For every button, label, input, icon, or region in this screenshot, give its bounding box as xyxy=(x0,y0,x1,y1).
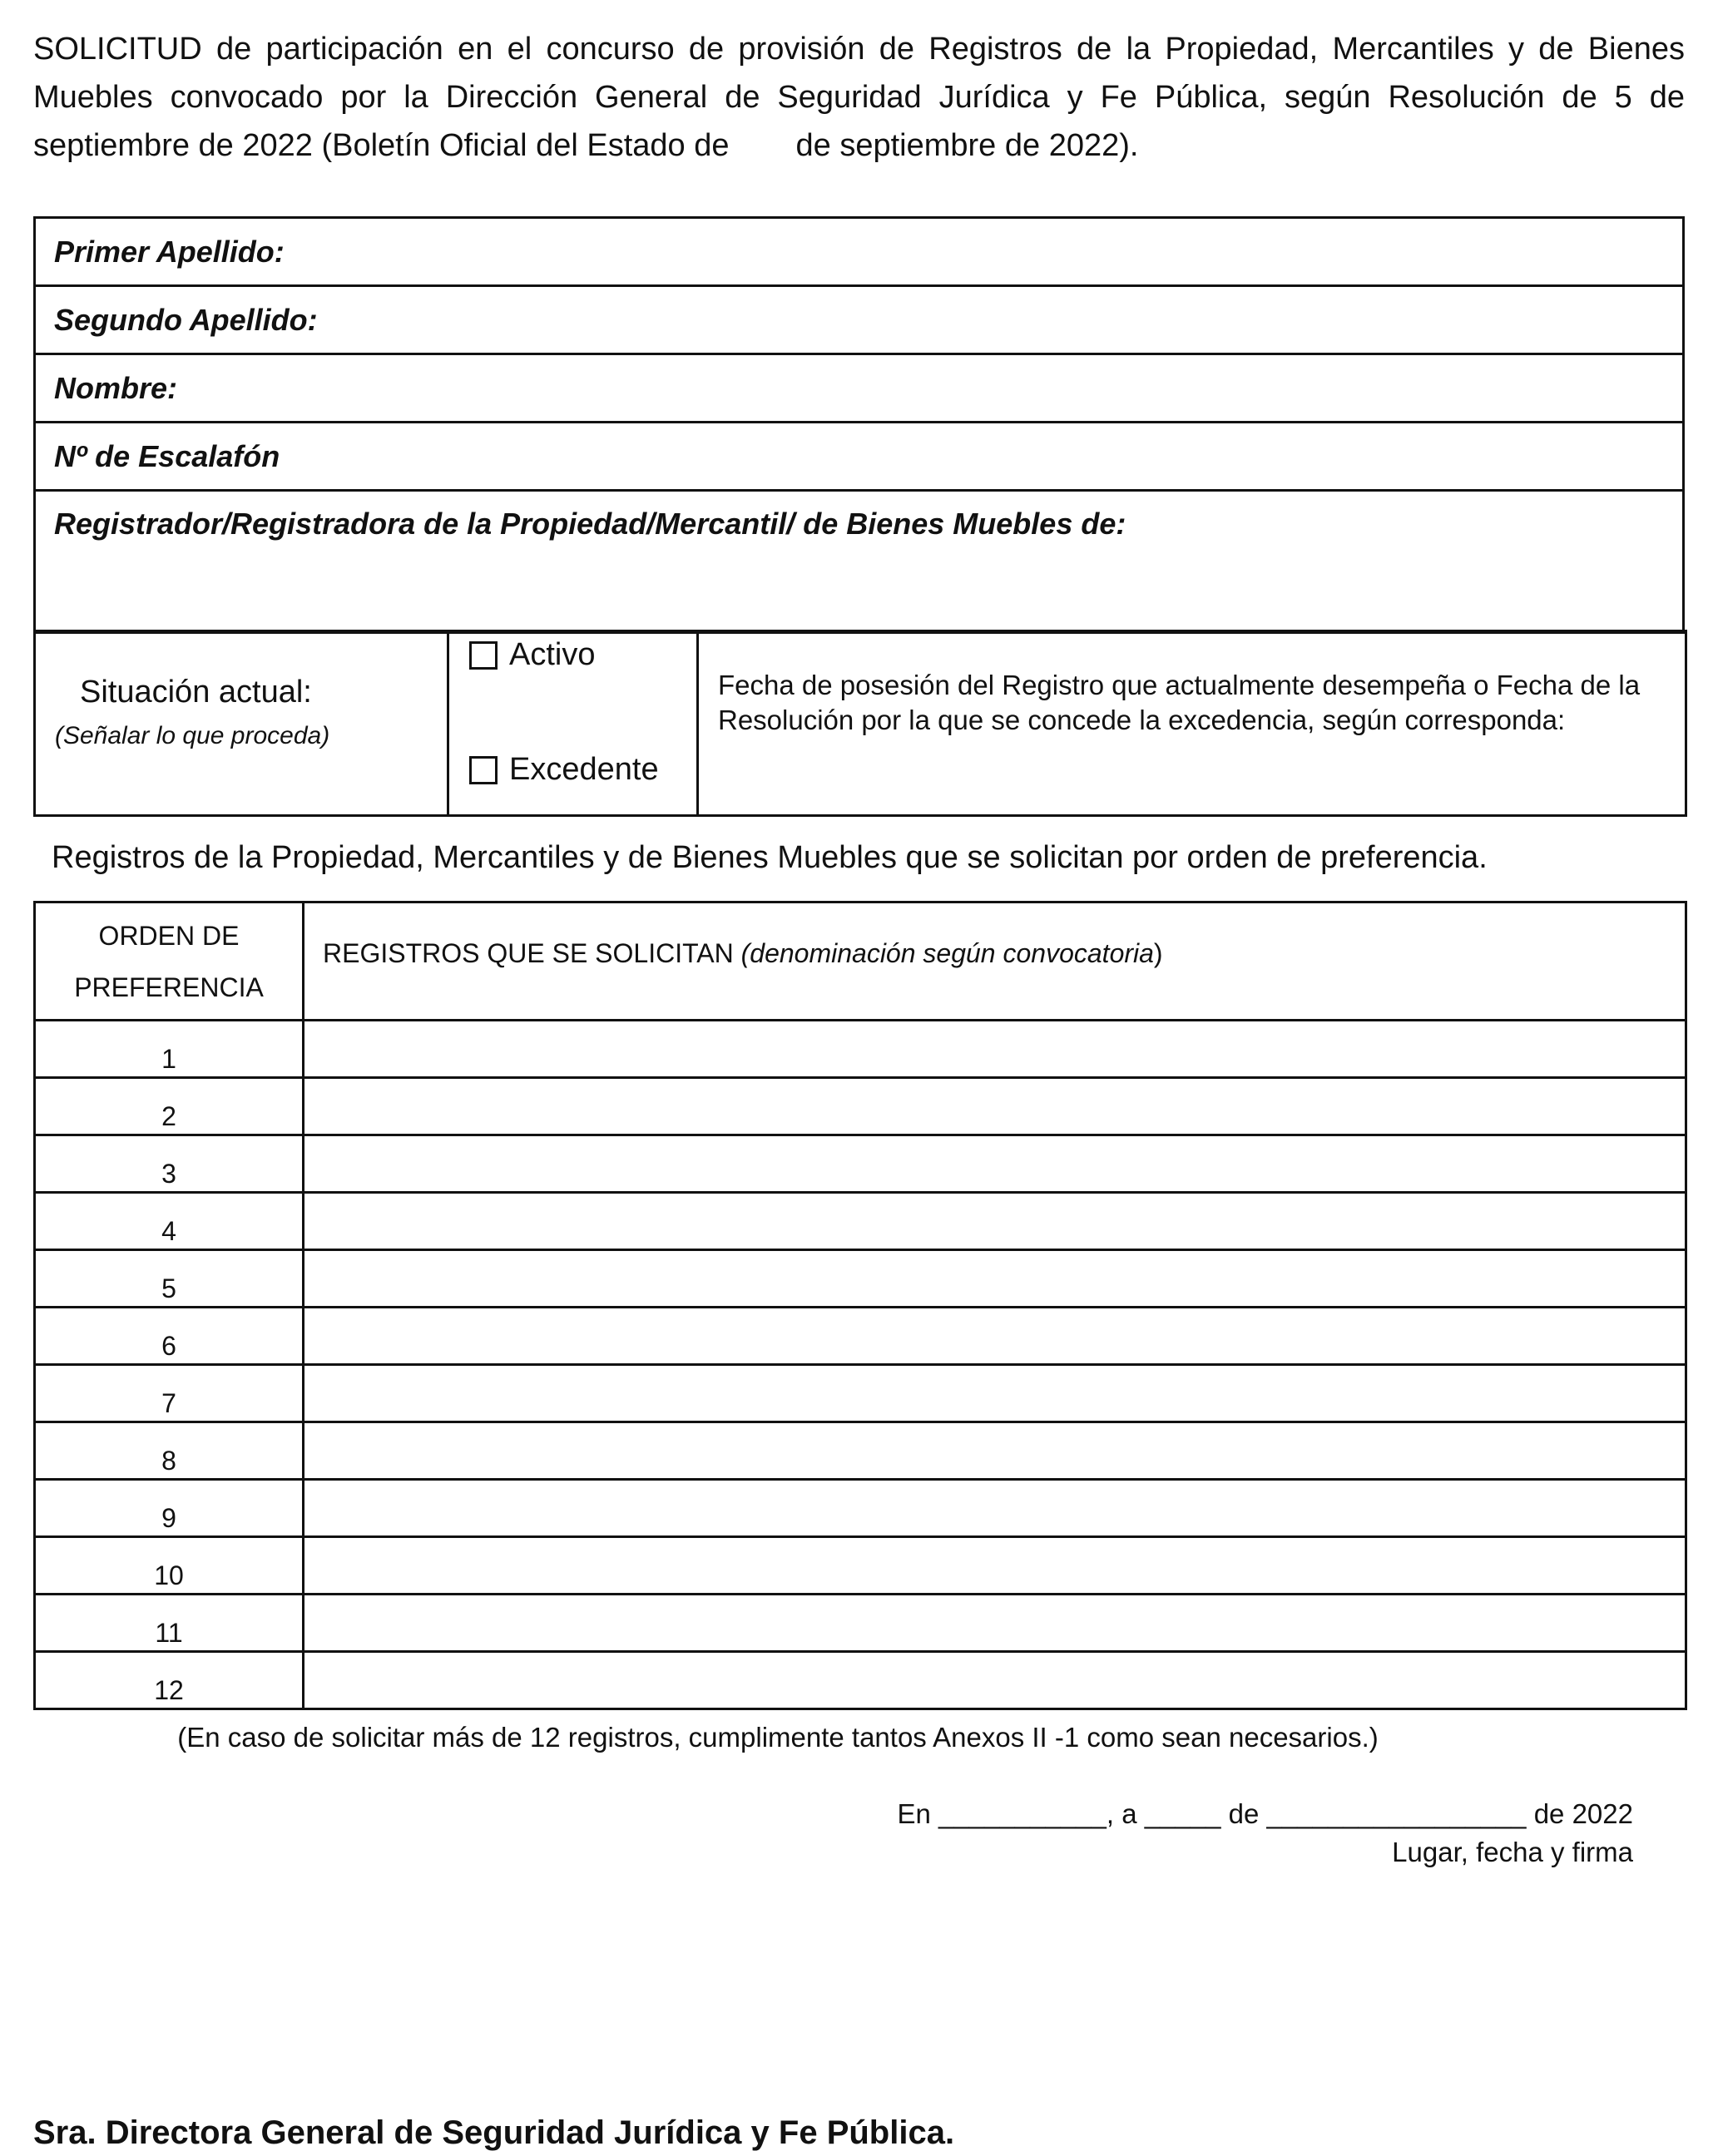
row-primer-apellido xyxy=(35,218,1684,286)
table-row xyxy=(35,1480,1686,1537)
checkbox-activo[interactable] xyxy=(469,641,498,670)
table-row xyxy=(35,1652,1686,1709)
registros-table xyxy=(33,901,1687,1710)
row-escalafon xyxy=(35,423,1684,491)
row-registro-cell[interactable] xyxy=(304,1537,1686,1595)
situation-label-cell xyxy=(35,631,448,816)
row-registro-cell[interactable] xyxy=(304,1078,1686,1135)
table-row xyxy=(35,1078,1686,1135)
row-number: 10 xyxy=(35,1537,304,1595)
row-number: 7 xyxy=(35,1365,304,1422)
row-registro-cell[interactable] xyxy=(304,1365,1686,1422)
header-registros-text: REGISTROS QUE SE SOLICITAN xyxy=(323,937,741,968)
row-number: 2 xyxy=(35,1078,304,1135)
row-registro-cell[interactable] xyxy=(304,1193,1686,1250)
option-excedente-label: Excedente xyxy=(509,752,659,787)
row-registro-cell[interactable] xyxy=(304,1480,1686,1537)
row-number: 8 xyxy=(35,1422,304,1480)
header-registros-italic: (denominación según convocatoria xyxy=(740,937,1154,968)
option-excedente[interactable] xyxy=(469,752,659,788)
row-number: 5 xyxy=(35,1250,304,1308)
row-registro-cell[interactable] xyxy=(304,1135,1686,1193)
signature-label: Lugar, fecha y firma xyxy=(1392,1837,1633,1867)
field-escalafon[interactable]: Nº de Escalafón xyxy=(35,423,1684,491)
header-orden xyxy=(35,902,304,1021)
table-row xyxy=(35,1021,1686,1078)
registros-caption: Registros de la Propiedad, Mercantiles y de Bienes Muebles que se solicitan por orden de preferencia. xyxy=(52,840,1488,875)
header-orden-line2: PREFERENCIA xyxy=(74,972,264,1002)
row-registrador xyxy=(35,491,1684,633)
row-number: 11 xyxy=(35,1595,304,1652)
row-number: 12 xyxy=(35,1652,304,1709)
field-segundo-apellido[interactable]: Segundo Apellido: xyxy=(35,286,1684,354)
intro-text-part1: SOLICITUD de participación en el concurso de provisión de Registros de la Propiedad, Mercantiles y de Bienes Muebles convocado por la Dirección General de Seguridad Jurídica y Fe Pública, según Resolución de 5 de septiembre de 2022 (Boletín Oficial del Estado de xyxy=(33,32,1685,163)
signature-line[interactable]: En ___________, a _____ de _________________ de 2022 xyxy=(897,1798,1633,1829)
fecha-text: Fecha de posesión del Registro que actualmente desempeña o Fecha de la Resolución por la que se concede la excedencia, según corresponda: xyxy=(718,670,1641,735)
row-segundo-apellido xyxy=(35,286,1684,354)
situation-hint: (Señalar lo que proceda) xyxy=(55,722,330,749)
field-nombre[interactable]: Nombre: xyxy=(35,354,1684,423)
row-number: 6 xyxy=(35,1308,304,1365)
row-registro-cell[interactable] xyxy=(304,1422,1686,1480)
intro-paragraph xyxy=(33,25,1685,170)
table-row xyxy=(35,1595,1686,1652)
table-row xyxy=(35,1250,1686,1308)
header-registros-close: ) xyxy=(1153,937,1163,968)
field-primer-apellido[interactable]: Primer Apellido: xyxy=(35,218,1684,286)
header-orden-line1: ORDEN DE xyxy=(98,920,240,951)
row-number: 4 xyxy=(35,1193,304,1250)
option-activo[interactable] xyxy=(469,637,595,673)
table-row xyxy=(35,1422,1686,1480)
row-registro-cell[interactable] xyxy=(304,1652,1686,1709)
row-number: 3 xyxy=(35,1135,304,1193)
intro-text-part2: de septiembre de 2022). xyxy=(795,128,1139,163)
row-registro-cell[interactable] xyxy=(304,1021,1686,1078)
situation-options-cell xyxy=(448,631,698,816)
row-number: 9 xyxy=(35,1480,304,1537)
option-activo-label: Activo xyxy=(509,637,596,672)
signature-block xyxy=(897,1795,1633,1872)
table-row xyxy=(35,1308,1686,1365)
row-number: 1 xyxy=(35,1021,304,1078)
row-registro-cell[interactable] xyxy=(304,1250,1686,1308)
situation-table xyxy=(33,630,1687,817)
header-registros xyxy=(304,902,1686,1021)
row-registro-cell[interactable] xyxy=(304,1595,1686,1652)
addressee: Sra. Directora General de Seguridad Jurídica y Fe Pública. xyxy=(33,2114,955,2151)
table-row xyxy=(35,1135,1686,1193)
table-row xyxy=(35,1537,1686,1595)
situation-label: Situación actual: xyxy=(80,675,312,710)
table-row xyxy=(35,1193,1686,1250)
form-page xyxy=(33,25,1685,2151)
registros-note: (En caso de solicitar más de 12 registros, cumplimente tantos Anexos II -1 como sean necesarios.) xyxy=(177,1722,1379,1753)
table-row xyxy=(35,1365,1686,1422)
checkbox-excedente[interactable] xyxy=(469,756,498,784)
row-nombre xyxy=(35,354,1684,423)
registros-header-row xyxy=(35,902,1686,1021)
personal-data-table xyxy=(33,216,1685,634)
field-registrador[interactable]: Registrador/Registradora de la Propiedad/Mercantil/ de Bienes Muebles de: xyxy=(35,491,1684,633)
fecha-cell[interactable] xyxy=(698,631,1686,816)
row-registro-cell[interactable] xyxy=(304,1308,1686,1365)
